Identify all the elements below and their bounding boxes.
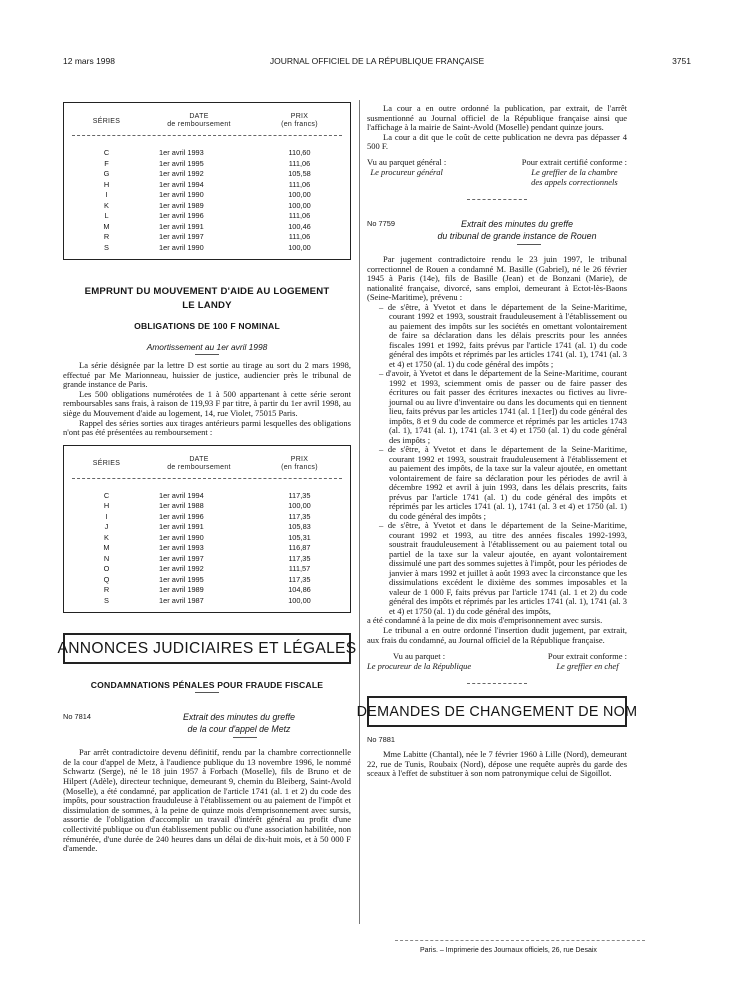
series-cell: M — [103, 221, 110, 231]
notice-title-line2: de la cour d'appel de Metz — [187, 724, 291, 735]
series-cell: Q — [103, 574, 110, 584]
signature-right-line1: Pour extrait conforme : — [547, 651, 627, 662]
emprunt-paragraph-1: La série désignée par la lettre D est sortie au tirage au sort du 2 mars 1998, effectué par Me Marionneau, huissier de justice, audiencier près le tribunal de grande instance de Paris. — [63, 360, 351, 390]
notice-title-line2: du tribunal de grande instance de Rouen — [437, 230, 597, 241]
series-cell: I — [105, 190, 108, 199]
price-cell: 100,46 — [288, 221, 311, 231]
price-cell: 117,35 — [288, 490, 311, 500]
series-cell: S — [104, 242, 109, 252]
emprunt-paragraph-2: Les 500 obligations numérotées de 1 à 500 appartenant à cette série seront remboursables sans frais, à raison de 119,93 F par titre, à partir du 1er avril 1998, au siège du Mouvement d'aide au logement, 14, rue Violet, 75015 Paris. — [63, 388, 351, 418]
header-price-line1: PRIX — [290, 113, 309, 120]
left-column — [57, 102, 357, 854]
emprunt-paragraph-3: Rappel des séries sorties aux tirages antérieurs parmi lesquelles des obligations n'ont pas été présentées au remboursement : — [63, 417, 351, 438]
notice-number: No 7759 — [367, 218, 395, 228]
series-cell: F — [104, 158, 109, 168]
header-date-line1: DATE — [189, 113, 209, 120]
date-cell: 1er avril 1992 — [159, 169, 204, 178]
table-row — [64, 585, 350, 596]
signature-left-line2: Le procureur de la République — [367, 661, 472, 672]
series-cell: M — [103, 543, 110, 553]
signature-block-2 — [367, 651, 627, 671]
date-cell: 1er avril 1990 — [159, 242, 204, 252]
price-cell: 111,06 — [288, 211, 311, 220]
date-cell: 1er avril 1995 — [159, 574, 204, 584]
signature-right-line1: Pour extrait certifié conforme : — [521, 156, 627, 167]
emprunt-title-line2: LE LANDY — [182, 300, 232, 311]
price-cell: 100,00 — [288, 242, 311, 252]
series-cell: R — [103, 585, 110, 595]
date-cell: 1er avril 1997 — [159, 553, 204, 563]
section-title: CONDAMNATIONS PÉNALES POUR FRAUDE FISCALE — [90, 680, 324, 691]
series-cell: H — [103, 179, 110, 189]
charge-1: – de s'être, à Yvetot et dans le département de la Seine-Maritime, courant 1992 et 1993, soustrait frauduleusement à l'établissement ou au paiement des impôts sur les sociétés en omettant volontairement de faire sa déclaration dans les délais prescrits pour les années fiscales 1991 et 1992, faits prévus par l'article 1741 (al. 1) du code général des impôts et réprimés par les articles 1741 (al. 1), 1741 (al. 3 et 4) et 1750 (al. 1) du code général des impôts ; — [379, 301, 627, 369]
notice-title — [127, 711, 351, 735]
date-cell: 1er avril 1988 — [159, 501, 204, 511]
table-row — [64, 491, 350, 502]
table-series-1 — [63, 102, 351, 260]
notice-title-line1: Extrait des minutes du greffe — [461, 218, 573, 229]
price-cell: 111,06 — [288, 158, 311, 168]
series-cell: L — [104, 211, 109, 220]
price-cell: 100,00 — [288, 190, 311, 199]
header-date — [149, 103, 249, 139]
notice-title-line1: Extrait des minutes du greffe — [183, 712, 295, 723]
right-column — [356, 103, 638, 779]
header-page-number: 3751 — [672, 56, 691, 66]
table-row — [64, 522, 350, 533]
price-cell: 105,58 — [288, 169, 311, 178]
table-row — [64, 232, 350, 243]
notice-number-7881: No 7881 — [367, 735, 395, 745]
table-row — [64, 180, 350, 191]
series-cell: O — [103, 564, 110, 574]
signature-left-line1: Vu au parquet général : — [367, 156, 447, 167]
series-cell: K — [104, 200, 109, 210]
header-date — [149, 446, 249, 482]
table-body — [64, 139, 350, 259]
notice-7759 — [367, 218, 627, 242]
header-date-line2: de remboursement — [167, 121, 231, 128]
charge-4: – de s'être, à Yvetot et dans le département de la Seine-Maritime, courant 1992 et 1993, au titre des années fiscales 1992-1993, soustrait frauduleusement à l'établissement ou au paiement total ou partiel de la taxe sur la valeur ajoutée, en ayant volontairement dissimulé une part des sommes sujettes à l'impôt, pour les périodes de janvier à mars 1992 et juillet à août 1993 avec la circonstance que les dissimulations excédent le dixième des sommes imposables et la valeur de 1 000 F, faits prévus par l'article 1741 (al. 1 et 2) du code général des impôts et réprimés par les articles 1741 (al. 1), 1741 (al. 3 et 4) et 1750 (al. 1) du code général des impôts, — [379, 520, 627, 616]
signature-left-line2: Le procureur général — [370, 166, 443, 177]
rouen-judgment-intro: Par jugement contradictoire rendu le 23 juin 1997, le tribunal correctionnel de Rouen a condamné M. Basille (Gabriel), né le 26 février 1945 à Paris (14e), fils de Basille (Jean) et de Bonzani (Marie), de nationalité française, divorcé, sans emploi, demeurant à Ectot-lès-Baons (Seine-Maritime), prévenu : — [367, 253, 627, 303]
table-row — [64, 222, 350, 233]
printer-footer: Paris. – Imprimerie des Journaux officiels, 26, rue Desaix — [420, 947, 597, 954]
price-cell: 100,00 — [288, 501, 311, 511]
notice-title — [407, 218, 627, 242]
header-date-line1: DATE — [189, 455, 209, 463]
date-cell: 1er avril 1990 — [159, 190, 204, 199]
price-cell: 111,06 — [288, 179, 311, 189]
table-header — [64, 446, 350, 482]
series-cell: C — [103, 148, 110, 157]
date-cell: 1er avril 1987 — [159, 595, 204, 605]
price-cell: 110,60 — [288, 148, 311, 157]
header-series: SÉRIES — [92, 117, 121, 125]
header-price — [249, 103, 350, 139]
table-row — [64, 564, 350, 575]
header-series: SÉRIES — [92, 460, 121, 468]
footer-rule — [395, 940, 645, 941]
price-cell: 117,35 — [288, 553, 311, 563]
series-cell: J — [104, 522, 109, 532]
series-cell: I — [105, 511, 108, 521]
series-cell: S — [104, 595, 109, 605]
signature-left-line1: Vu au parquet : — [393, 651, 446, 662]
changement-nom-box-title: DEMANDES DE CHANGEMENT DE NOM — [367, 696, 627, 727]
date-cell: 1er avril 1994 — [159, 490, 204, 500]
table-row — [64, 533, 350, 544]
table-row — [64, 159, 350, 170]
table-body — [64, 482, 350, 613]
date-cell: 1er avril 1991 — [159, 221, 204, 231]
date-cell: 1er avril 1995 — [159, 158, 204, 168]
signature-block-1 — [367, 157, 627, 187]
price-cell: 116,87 — [288, 543, 311, 553]
table-row — [64, 501, 350, 512]
table-row — [64, 201, 350, 212]
charge-2: – d'avoir, à Yvetot et dans le département de la Seine-Maritime, courant 1992 et 1993, sciemment omis de passer ou de faire passer des écritures ou fait passer des écritures inexactes ou fictives au livre-journal ou au livre d'inventaire ou dans les documents qui en tiennent lieu, faits prévus par les articles 1741 (al. 1 [1er]) du code général des impôts, 8 et 9 du code de commerce et réprimés par les articles 1743 (al. 1), 1741 (al. 1), 1741 (al. 3 et 4) et 1750 (al. 1) du code général des impôts ; — [379, 368, 627, 445]
signature-right-line3: des appels correctionnels — [531, 176, 618, 187]
sentence-paragraph: a été condamné à la peine de dix mois d'emprisonnement avec sursis. — [367, 615, 603, 626]
header-price-line2: (en francs) — [281, 121, 318, 128]
table-row — [64, 512, 350, 523]
emprunt-title-line1: EMPRUNT DU MOUVEMENT D'AIDE AU LOGEMENT — [84, 286, 330, 297]
table-header — [64, 103, 350, 139]
table-row — [64, 211, 350, 222]
amortissement-line: Amortissement au 1er avril 1998 — [146, 342, 268, 352]
price-cell: 117,35 — [288, 511, 311, 521]
series-cell: H — [103, 501, 110, 511]
price-cell: 105,83 — [288, 522, 311, 532]
signature-left — [367, 157, 446, 187]
price-cell: 111,57 — [288, 564, 311, 574]
page-header — [63, 56, 691, 68]
price-cell: 105,31 — [288, 532, 311, 542]
table-row — [64, 554, 350, 565]
emprunt-subtitle: OBLIGATIONS DE 100 F NOMINAL — [134, 321, 280, 331]
signature-right-line2: Le greffier en chef — [556, 661, 619, 672]
price-cell: 117,35 — [288, 574, 311, 584]
date-cell: 1er avril 1997 — [159, 232, 204, 241]
series-cell: N — [103, 553, 110, 563]
date-cell: 1er avril 1996 — [159, 211, 204, 220]
signature-right — [548, 651, 627, 671]
emprunt-title — [63, 285, 351, 313]
date-cell: 1er avril 1989 — [159, 200, 204, 210]
date-cell: 1er avril 1993 — [159, 148, 204, 157]
table-row — [64, 596, 350, 607]
price-cell: 100,00 — [288, 200, 311, 210]
header-date: 12 mars 1998 — [63, 56, 115, 66]
series-cell: C — [103, 490, 110, 500]
header-journal-title: JOURNAL OFFICIEL DE LA RÉPUBLIQUE FRANÇAISE — [269, 56, 485, 66]
table-row — [64, 148, 350, 159]
notice-number: No 7814 — [63, 712, 91, 722]
header-price-line1: PRIX — [290, 455, 309, 463]
table-row — [64, 575, 350, 586]
column-divider — [359, 100, 360, 924]
price-cell: 104,86 — [288, 585, 311, 595]
header-price — [249, 446, 350, 482]
table-row — [64, 543, 350, 554]
signature-left — [367, 651, 471, 671]
series-cell: R — [103, 232, 110, 241]
publication-paragraph: La cour a en outre ordonné la publication, par extrait, de l'arrêt susmentionné au Journal officiel de la République française ainsi que l'affichage à la mairie de Saint-Avold (Moselle) pendant quinze jours. — [367, 103, 627, 133]
price-cell: 111,06 — [288, 232, 311, 241]
date-cell: 1er avril 1992 — [159, 564, 204, 574]
price-cell: 100,00 — [288, 595, 311, 605]
signature-right-line2: Le greffier de la chambre — [531, 166, 618, 177]
header-price-line2: (en francs) — [281, 463, 318, 471]
charge-3: – de s'être, à Yvetot et dans le département de la Seine-Maritime, courant 1992 et 1993, soustrait frauduleusement à l'établissement et au paiement des impôts, de la taxe sur la valeur ajoutée, en omettant volontairement de faire sa déclaration pour les périodes de avril à décembre 1992 et avril à juin 1993, dans les délais prescrits, faits prévus par l'article 1741 (al. 1) du code général des impôts et réprimés par les articles 1741 (al. 1), 1741 (al. 3 et 4) et 1750 (al. 1) du code général des impôts ; — [379, 444, 627, 521]
annonces-box-title: ANNONCES JUDICIAIRES ET LÉGALES — [63, 633, 351, 664]
metz-judgment-text: Par arrêt contradictoire devenu définitif, rendu par la chambre correctionnelle de la cour d'appel de Metz, à l'audience publique du 13 novembre 1996, le nommé Schwartz (Serge), né le 18 juin 1957 à Forbach (Moselle), fils de Bruno et de Hilpert (Adèle), directeur technique, demeurant 9, chemin du Bleiberg, Saint-Avold (Moselle), a été condamné, par application de l'article 1741 (al. 1 et 2) du code des impôts, pour soustraction frauduleuse à l'établissement ou au paiement de l'impôt et dissimulation de sommes, à la peine de quinze mois d'emprisonnement avec sursis, assortie de l'obligation d'accomplir un travail d'intérêt général au profit d'une collectivité publique ou d'un établissement public ou d'une association habilitée, non rémunérée, d'une durée de 240 heures dans un délai de dix-huit mois, et à 50 000 F d'amende. — [63, 747, 351, 854]
cost-paragraph: La cour a dit que le coût de cette publication ne devra pas dépasser 4 500 F. — [367, 131, 627, 152]
series-cell: K — [104, 532, 109, 542]
header-date-line2: de remboursement — [167, 463, 231, 471]
table-row — [64, 190, 350, 201]
table-series-2 — [63, 445, 351, 614]
insertion-paragraph: Le tribunal a en outre ordonné l'insertion dudit jugement, par extrait, aux frais du condamné, au Journal officiel de la République française. — [367, 625, 627, 645]
name-change-paragraph: Mme Labitte (Chantal), née le 7 février 1960 à Lille (Nord), demeurant 22, rue de Tunis, Roubaix (Nord), dépose une requête auprès du garde des sceaux à l'effet de substituer à son nom patronymique celui de Sigoillot. — [367, 749, 627, 779]
date-cell: 1er avril 1989 — [159, 585, 204, 595]
notice-7814 — [63, 711, 351, 735]
date-cell: 1er avril 1996 — [159, 511, 204, 521]
date-cell: 1er avril 1994 — [159, 179, 204, 189]
table-row — [64, 169, 350, 180]
date-cell: 1er avril 1993 — [159, 543, 204, 553]
series-cell: G — [103, 169, 110, 178]
table-row — [64, 243, 350, 254]
date-cell: 1er avril 1990 — [159, 532, 204, 542]
date-cell: 1er avril 1991 — [159, 522, 204, 532]
signature-right — [522, 157, 627, 187]
